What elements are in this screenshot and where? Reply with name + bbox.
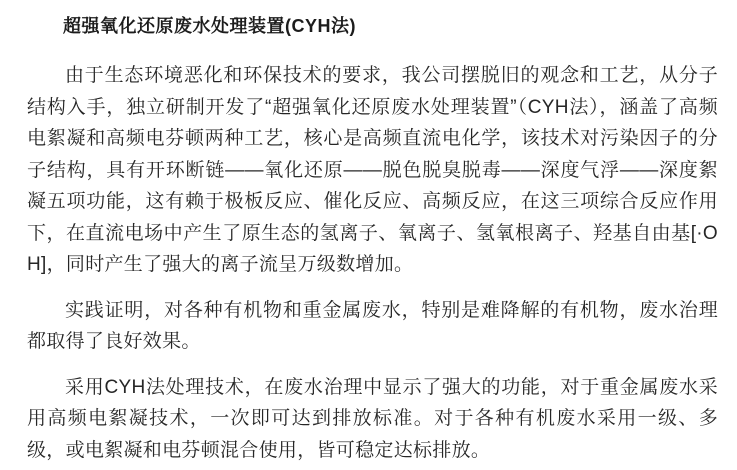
page-title: 超强氧化还原废水处理装置(CYH法) [63, 16, 356, 36]
paragraph: 由于生态环境恶化和环保技术的要求，我公司摆脱旧的观念和工艺，从分子结构入手，独立研制开发了“超强氧化还原废水处理装置”（CYH法），涵盖了高频电絮凝和高频电芬顿两种工艺，核心是高频直流电化学，该技术对污染因子的分子结构，具有开环断链——氧化还原——脱色脱臭脱毒——深度气浮——深度絮凝五项功能，这有赖于极板反应、催化反应、高频反应，在这三项综合反应作用下，在直流电场中产生了原生态的氢离子、氧离子、氢氧根离子、羟基自由基[·OH]，同时产生了强大的离子流呈万级数增加。 [27, 65, 718, 275]
paragraph: 实践证明，对各种有机物和重金属废水，特别是难降解的有机物，废水治理都取得了良好效果。 [27, 299, 718, 352]
paragraph: 采用CYH法处理技术，在废水治理中显示了强大的功能，对于重金属废水采用高频电絮凝技术，一次即可达到排放标准。对于各种有机废水采用一级、多级，或电絮凝和电芬顿混合使用，皆可稳定达标排放。 [27, 376, 718, 461]
